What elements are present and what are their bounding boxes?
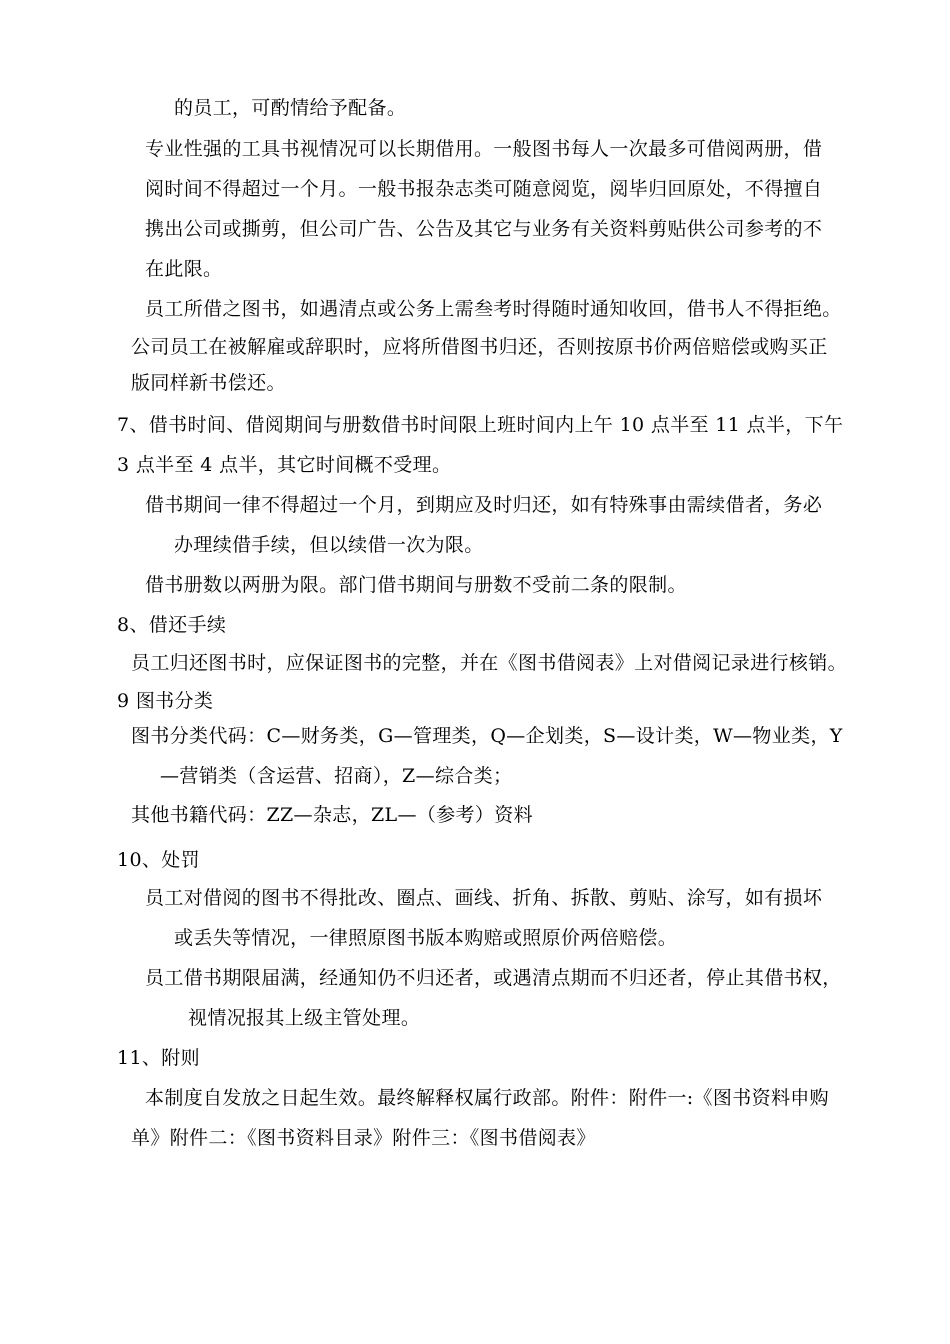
text-line: 员工所借之图书，如遇清点或公务上需叁考时得随时通知收回，借书人不得拒绝。 [145, 298, 842, 320]
text-line: 员工归还图书时，应保证图书的完整，并在《图书借阅表》上对借阅记录进行核销。 [131, 652, 847, 674]
text-line: 专业性强的工具书视情况可以长期借用。一般图书每人一次最多可借阅两册，借 [145, 138, 823, 160]
section-heading-8: 8、借还手续 [117, 614, 227, 636]
text-line: 3 点半至 4 点半，其它时间概不受理。 [117, 454, 452, 476]
text-line: 视情况报其上级主管处理。 [188, 1007, 421, 1029]
text-line: 员工借书期限届满，经通知仍不归还者，或遇清点期而不归还者，停止其借书权， [145, 967, 842, 989]
text-line: 携出公司或撕剪，但公司广告、公告及其它与业务有关资料剪贴供公司参考的不 [145, 218, 823, 240]
text-line: 图书分类代码：C—财务类，G—管理类，Q—企划类，S—设计类，W—物业类，Y [131, 725, 843, 747]
section-heading-10: 10、处罚 [117, 849, 200, 871]
text-line: 的员工，可酌情给予配备。 [174, 97, 407, 119]
text-line: 本制度自发放之日起生效。最终解释权属行政部。附件：附件一:《图书资料申购 [145, 1087, 830, 1109]
text-line: 版同样新书偿还。 [131, 372, 286, 394]
text-line: —营销类（含运营、招商），Z—综合类； [160, 765, 513, 787]
text-line: 借书册数以两册为限。部门借书期间与册数不受前二条的限制。 [145, 574, 687, 596]
text-line: 公司员工在被解雇或辞职时，应将所借图书归还，否则按原书价两倍赔偿或购买正 [131, 336, 828, 358]
section-heading-9: 9 图书分类 [117, 690, 214, 712]
text-line: 阅时间不得超过一个月。一般书报杂志类可随意阅览，阅毕归回原处，不得擅自 [145, 178, 823, 200]
text-line: 办理续借手续，但以续借一次为限。 [174, 534, 484, 556]
text-line: 员工对借阅的图书不得批改、圈点、画线、折角、拆散、剪贴、涂写，如有损坏 [145, 887, 823, 909]
text-line: 其他书籍代码：ZZ—杂志，ZL—（参考）资料 [131, 804, 533, 826]
section-heading-7: 7、借书时间、借阅期间与册数借书时间限上班时间内上午 10 点半至 11 点半，下午 [117, 414, 844, 436]
text-line: 或丢失等情况，一律照原图书版本购赔或照原价两倍赔偿。 [174, 927, 678, 949]
text-line: 在此限。 [145, 258, 223, 280]
text-line: 单》附件二：《图书资料目录》附件三：《图书借阅表》 [131, 1127, 596, 1149]
section-heading-11: 11、附则 [117, 1047, 200, 1069]
text-line: 借书期间一律不得超过一个月，到期应及时归还，如有特殊事由需续借者，务必 [145, 494, 823, 516]
